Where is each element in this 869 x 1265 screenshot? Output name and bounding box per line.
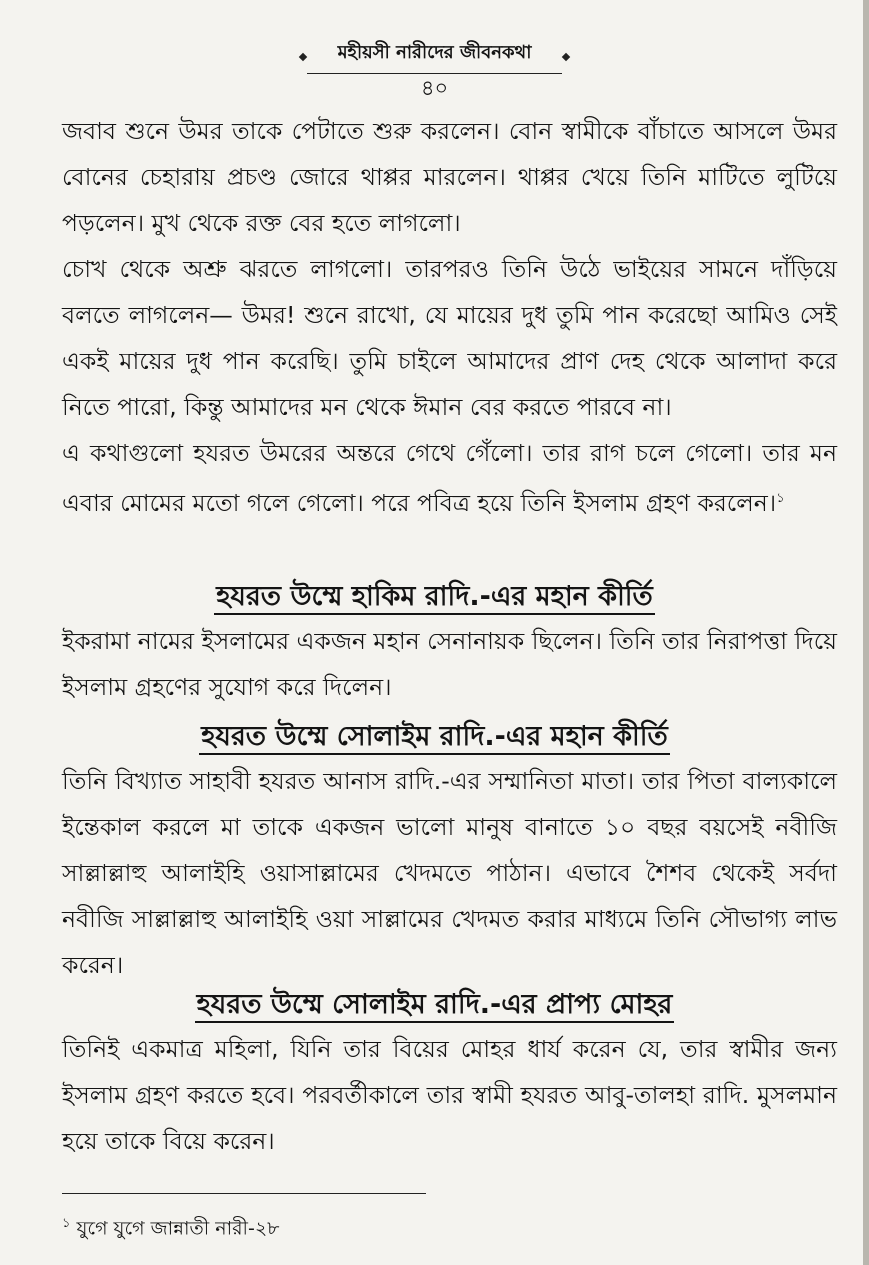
running-title-text: মহীয়সী নারীদের জীবনকথা (337, 42, 532, 63)
intro-section (62, 108, 837, 526)
heading-umm-sulaim-mahr (0, 984, 869, 1029)
ornament-left-icon (299, 53, 307, 61)
sulaim-mahr-section (62, 1026, 837, 1164)
footnote (62, 1214, 280, 1246)
running-title (307, 38, 562, 74)
footnote-marker: ১ (62, 1216, 71, 1231)
heading-umm-hakim-text: হযরত উম্মে হাকিম রাদি.-এর মহান কীর্তি (214, 581, 655, 615)
footnote-divider (62, 1193, 426, 1194)
intro-paragraph-2: চোখ থেকে অশ্রু ঝরতে লাগলো। তারপরও তিনি উঠে ভাইয়ের সামনে দাঁড়িয়ে বলতে লাগলেন— উমর! শুনে রাখো, যে মায়ের দুধ তুমি পান করেছো আমিও সেই একই মায়ের দুধ পান করেছি। তুমি চাইলে আমাদের প্রাণ দেহ থেকে আলাদা করে নিতে পারো, কিন্তু আমাদের মন থেকে ঈমান বের করতে পারবে না। (62, 255, 837, 421)
intro-paragraph-1: জবাব শুনে উমর তাকে পেটাতে শুরু করলেন। বোন স্বামীকে বাঁচাতে আসলে উমর বোনের চেহারায় প্রচণ্ড জোরে থাপ্পর মারলেন। থাপ্পর খেয়ে তিনি মাটিতে লুটিয়ে পড়লেন। মুখ থেকে রক্ত বের হতে লাগলো। (62, 117, 837, 237)
page-number: ৪০ (420, 76, 449, 100)
sulaim-deed-paragraph: তিনি বিখ্যাত সাহাবী হযরত আনাস রাদি.-এর সম্মানিতা মাতা। তার পিতা বাল্যকালে ইন্তেকাল করলে মা তাকে একজন ভালো মানুষ বানাতে ১০ বছর বয়সেই নবীজি সাল্লাল্লাহু আলাইহি ওয়াসাল্লামের খেদমতে পাঠান। এভাবে শৈশব থেকেই সর্বদা নবীজি সাল্লাল্লাহু আলাইহি ওয়া সাল্লামের খেদমত করার মাধ্যমে তিনি সৌভাগ্য লাভ করেন। (62, 767, 837, 979)
footnote-text: যুগে যুগে জান্নাতী নারী-২৮ (76, 1217, 280, 1240)
heading-umm-hakim (0, 576, 869, 621)
page-edge (863, 0, 869, 1265)
hakim-section (62, 618, 837, 710)
heading-umm-sulaim-mahr-text: হযরত উম্মে সোলাইম রাদি.-এর প্রাপ্য মোহর (195, 989, 675, 1023)
sulaim-mahr-paragraph: তিনিই একমাত্র মহিলা, যিনি তার বিয়ের মোহর ধার্য করেন যে, তার স্বামীর জন্য ইসলাম গ্রহণ করতে হবে। পরবর্তীকালে তার স্বামী হযরত আবু-তালহা রাদি. মুসলমান হয়ে তাকে বিয়ে করেন। (62, 1035, 837, 1155)
sulaim-deed-section (62, 758, 837, 988)
hakim-paragraph: ইকরামা নামের ইসলামের একজন মহান সেনানায়ক ছিলেন। তিনি তার নিরাপত্তা দিয়ে ইসলাম গ্রহণের সুযোগ করে দিলেন। (62, 627, 837, 701)
heading-umm-sulaim-deed-text: হযরত উম্মে সোলাইম রাদি.-এর মহান কীর্তি (199, 721, 670, 755)
ornament-right-icon (562, 53, 570, 61)
intro-paragraph-3 (62, 430, 837, 526)
heading-umm-sulaim-deed (0, 716, 869, 761)
intro-paragraph-3-text: এ কথাগুলো হযরত উমরের অন্তরে গেথে গেঁলো। তার রাগ চলে গেলো। তার মন এবার মোমের মতো গলে গেলো। পরে পবিত্র হয়ে তিনি ইসলাম গ্রহণ করলেন। (62, 439, 837, 517)
footnote-reference: ১ (776, 491, 785, 506)
